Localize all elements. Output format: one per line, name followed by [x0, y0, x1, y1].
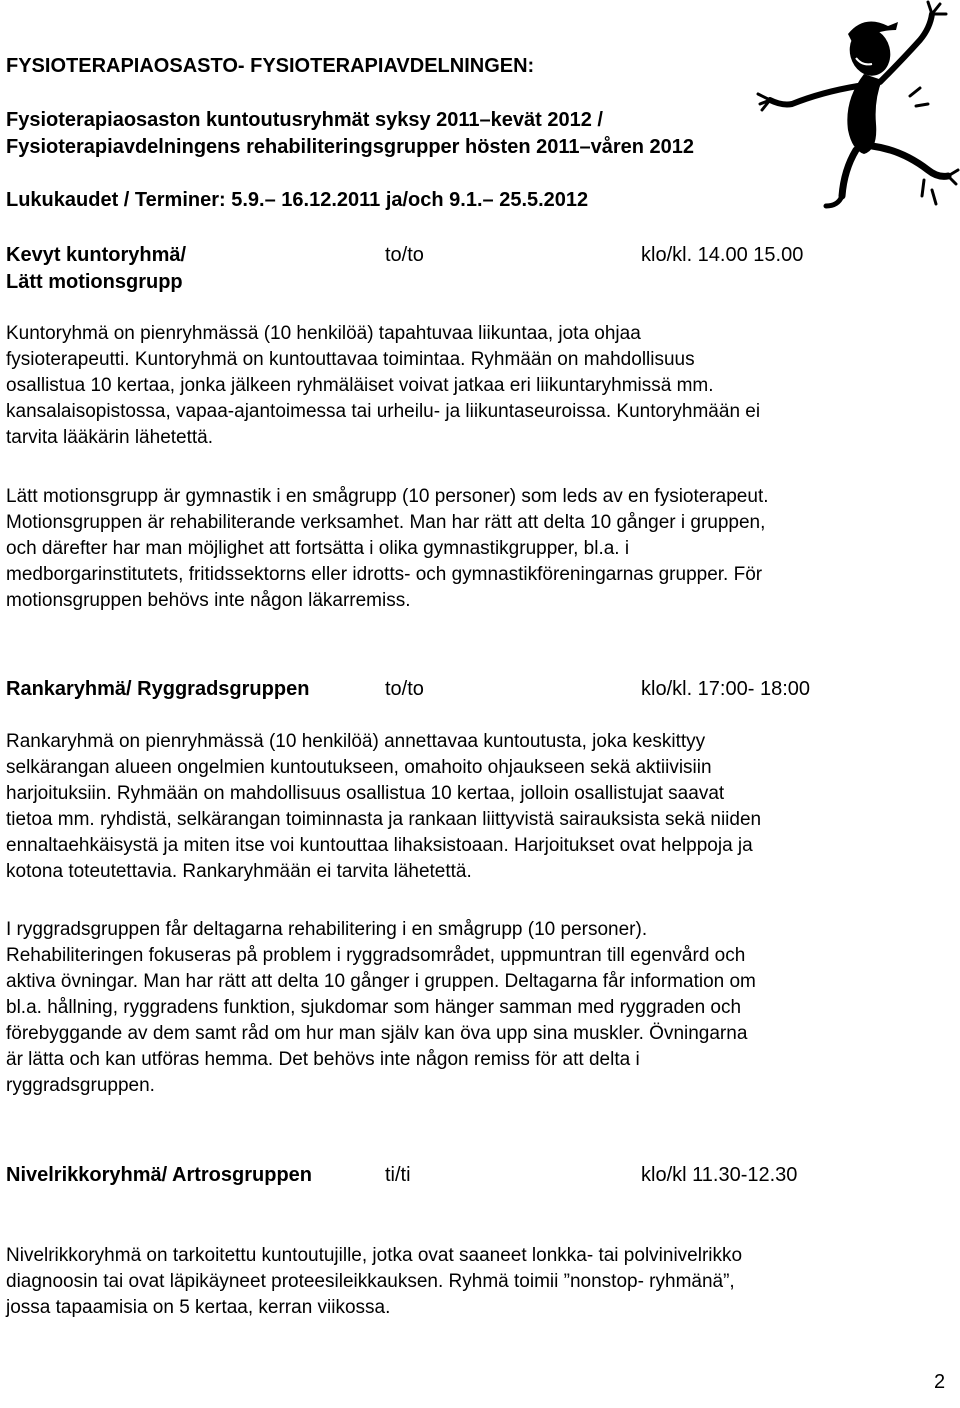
groups-title-sv: Fysioterapiavdelningens rehabiliteringsgrupper hösten 2011–våren 2012	[6, 136, 695, 158]
text-line: fysioterapeutti. Kuntoryhmä on kuntouttavaa toimintaa. Ryhmään on mahdollisuus	[6, 349, 695, 370]
page-number: 2	[934, 1371, 946, 1393]
nivel-day: ti/ti	[385, 1164, 411, 1186]
text-line: är lätta och kan utföras hemma. Det behövs inte någon remiss för att delta i	[6, 1049, 640, 1070]
nivel-time: klo/kl 11.30-12.30	[641, 1164, 798, 1186]
text-line: medborgarinstitutets, fritidssektorns eller idrotts- och gymnastikföreningarnas grupper. För	[6, 564, 763, 585]
ranka-title: Rankaryhmä/ Ryggradsgruppen	[6, 678, 310, 700]
text-line: Motionsgruppen är rehabiliterande verksamhet. Man har rätt att delta 10 gånger i gruppen,	[6, 512, 766, 533]
text-line: och därefter har man möjlighet att fortsätta i olika gymnastikgrupper, bl.a. i	[6, 538, 630, 559]
text-line: aktiva övningar. Man har rätt att delta 10 gånger i gruppen. Deltagarna får information om	[6, 971, 756, 992]
text-line: motionsgruppen behövs inte någon läkarremiss.	[6, 590, 411, 611]
text-line: Rankaryhmä on pienryhmässä (10 henkilöä) annettavaa kuntoutusta, joka keskittyy	[6, 731, 706, 752]
kevyt-title-sv: Lätt motionsgrupp	[6, 271, 183, 293]
department-heading: FYSIOTERAPIAOSASTO- FYSIOTERAPIAVDELNINGEN:	[6, 55, 535, 77]
terms-line: Lukukaudet / Terminer: 5.9.– 16.12.2011 ja/och 9.1.– 25.5.2012	[6, 189, 589, 211]
text-line: kotona toteutettavia. Rankaryhmään ei tarvita lähetettä.	[6, 861, 472, 882]
text-line: osallistua 10 kertaa, jonka jälkeen ryhmäläiset voivat jatkaa eri liikuntaryhmissä mm.	[6, 375, 714, 396]
kevyt-text-fi	[6, 321, 956, 451]
ranka-day: to/to	[385, 678, 424, 700]
text-line: kansalaisopistossa, vapaa-ajantoimessa tai urheilu- ja liikuntaseuroissa. Kuntoryhmään ei	[6, 401, 761, 422]
ranka-text-sv	[6, 917, 956, 1099]
kevyt-time: klo/kl. 14.00 15.00	[641, 244, 804, 266]
groups-title-fi: Fysioterapiaosaston kuntoutusryhmät syksy 2011–kevät 2012 /	[6, 109, 603, 131]
text-line: ennaltaehkäisystä ja miten itse voi kuntouttaa lihaksistoaan. Harjoitukset ovat helppoja ja	[6, 835, 753, 856]
ranka-time: klo/kl. 17:00- 18:00	[641, 678, 810, 700]
text-line: tietoa mm. ryhdistä, selkärangan toiminnasta ja rankaan liittyvistä sairauksista sekä niiden	[6, 809, 762, 830]
kevyt-text-sv	[6, 484, 956, 614]
kevyt-title-fi: Kevyt kuntoryhmä/	[6, 244, 187, 266]
text-line: selkärangan alueen ongelmien kuntoutukseen, omahoito ohjaukseen sekä aktiivisiin	[6, 757, 712, 778]
nivel-text-fi	[6, 1243, 956, 1321]
text-line: Lätt motionsgrupp är gymnastik i en smågrupp (10 personer) som leds av en fysioterapeut.	[6, 486, 769, 507]
text-line: Nivelrikkoryhmä on tarkoitettu kuntoutujille, jotka ovat saaneet lonkka- tai polvinivelrikko	[6, 1245, 743, 1266]
ranka-text-fi	[6, 729, 956, 885]
stick-figure-logo-icon	[752, 0, 960, 212]
text-line: bl.a. hållning, ryggradens funktion, sjukdomar som hänger samman med ryggraden och	[6, 997, 742, 1018]
text-line: Rehabiliteringen fokuseras på problem i ryggradsområdet, uppmuntran till egenvård och	[6, 945, 746, 966]
text-line: förebyggande av dem samt råd om hur man själv kan öva upp sina muskler. Övningarna	[6, 1023, 748, 1044]
text-line: jossa tapaamisia on 5 kertaa, kerran viikossa.	[6, 1297, 391, 1318]
text-line: tarvita lääkärin lähetettä.	[6, 427, 214, 448]
text-line: Kuntoryhmä on pienryhmässä (10 henkilöä) tapahtuvaa liikuntaa, jota ohjaa	[6, 323, 641, 344]
text-line: ryggradsgruppen.	[6, 1075, 155, 1096]
kevyt-day: to/to	[385, 244, 424, 266]
text-line: harjoituksiin. Ryhmään on mahdollisuus osallistua 10 kertaa, jolloin osallistujat saavat	[6, 783, 725, 804]
text-line: I ryggradsgruppen får deltagarna rehabilitering i en smågrupp (10 personer).	[6, 919, 648, 940]
nivel-title: Nivelrikkoryhmä/ Artrosgruppen	[6, 1164, 313, 1186]
text-line: diagnoosin tai ovat läpikäyneet proteesileikkauksen. Ryhmä toimii ”nonstop- ryhmänä”,	[6, 1271, 735, 1292]
